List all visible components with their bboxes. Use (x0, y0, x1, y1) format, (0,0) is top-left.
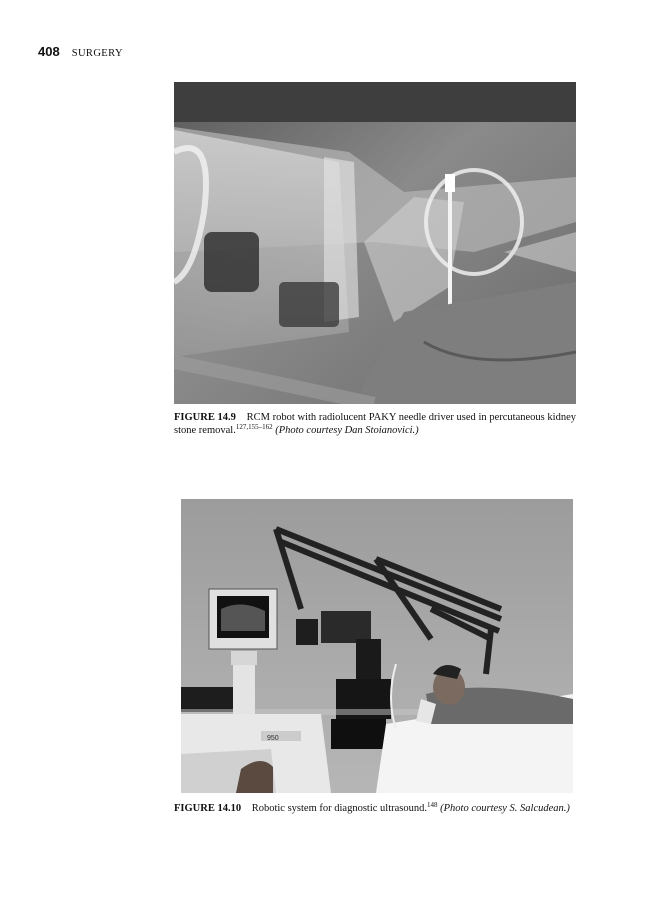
photo-credit: (Photo courtesy Dan Stoianovici.) (275, 425, 419, 436)
running-head: SURGERY (71, 48, 123, 59)
console-model-label: 950 (267, 735, 279, 742)
figure-14-10-caption (174, 802, 584, 815)
figure-label: FIGURE 14.10 (174, 803, 242, 814)
figure-14-9-photo (174, 82, 576, 404)
reference-superscript: 127,155–162 (235, 423, 273, 431)
page-header (38, 44, 123, 59)
figure-14-9-caption (174, 411, 576, 437)
reference-superscript: 148 (427, 801, 438, 809)
rcm-robot-photo (174, 82, 576, 404)
page-number: 408 (38, 44, 60, 59)
caption-text: RCM robot with radiolucent PAKY needle driver used in percutaneous kidney stone removal. (174, 412, 577, 436)
figure-14-10-photo (181, 499, 573, 793)
ultrasound-robot-photo (181, 499, 573, 793)
caption-text: Robotic system for diagnostic ultrasound. (251, 803, 427, 814)
photo-credit: (Photo courtesy S. Salcudean.) (440, 803, 570, 814)
figure-label: FIGURE 14.9 (174, 412, 236, 423)
